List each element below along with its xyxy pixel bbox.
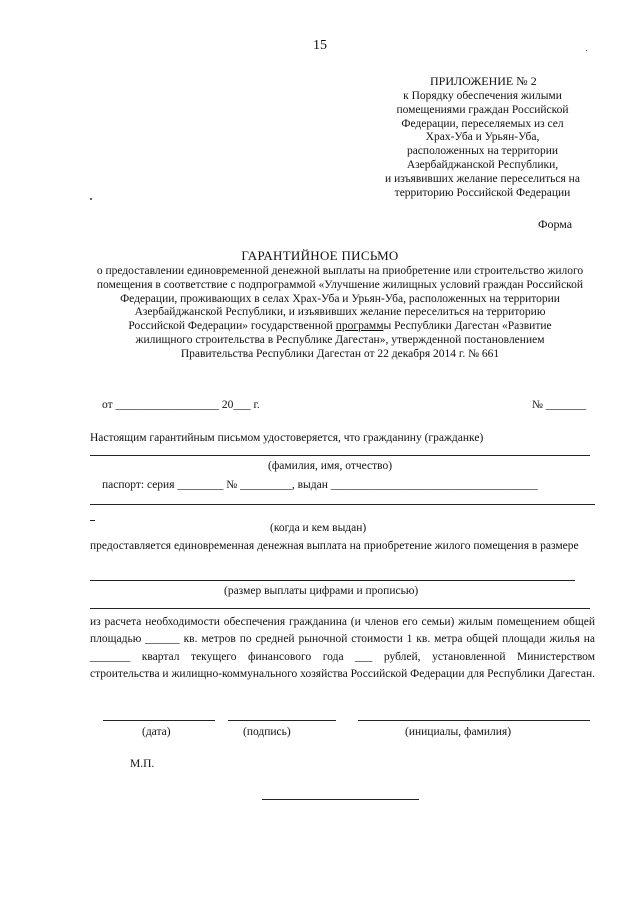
passport-field[interactable]: паспорт: серия ________ № _________, выдан ____________________________________ — [102, 479, 538, 491]
subject-line: о предоставлении единовременной денежной выплаты на приобретение или строительство жилого — [96, 265, 584, 277]
subject-line: Азербайджанской Республики, и изъявивших желание переселиться на территорию — [134, 306, 546, 319]
bottom-line — [262, 799, 419, 800]
form-label: Форма — [538, 217, 573, 231]
amount-fill-line[interactable] — [90, 580, 575, 581]
subject-line: помещения в соответствие с подпрограммой «Улучшение жилищных условий граждан Российской — [96, 278, 584, 291]
number-field[interactable]: № _______ — [532, 399, 587, 411]
short-dash — [90, 520, 95, 521]
signature-caption: (подпись) — [243, 726, 291, 738]
appendix-line: к Порядку обеспечения жилыми — [403, 90, 562, 102]
fio-caption: (фамилия, имя, отчество) — [268, 460, 393, 472]
subject-text: ы Республики Дагестан «Развитие — [383, 320, 552, 333]
date-caption: (дата) — [142, 726, 171, 738]
appendix-text — [360, 90, 605, 200]
appendix-line: помещениями граждан Российской — [396, 103, 569, 116]
name-caption: (инициалы, фамилия) — [405, 726, 512, 738]
scan-speck — [90, 198, 92, 200]
stamp-place: М.П. — [130, 758, 155, 770]
appendix-line: Федерации, переселяемых из сел — [401, 117, 564, 130]
subject-line — [80, 320, 600, 334]
date-field[interactable]: от __________________ 20___ г. — [102, 399, 260, 411]
appendix-title: ПРИЛОЖЕНИЕ № 2 — [430, 74, 537, 88]
amount-continuation-line[interactable] — [90, 608, 590, 609]
document-subject — [80, 265, 600, 362]
payment-paragraph: предоставляется единовременная денежная выплата на приобретение жилого помещения в размере — [90, 540, 579, 552]
page-number: 15 — [313, 38, 327, 53]
subject-text: Российской Федерации» государственной — [128, 320, 336, 333]
subject-line: жилищного строительства в Республике Дагестан», утвержденной постановлением — [135, 333, 545, 346]
subject-underlined-text: программ — [335, 320, 384, 333]
appendix-line: и изъявивших желание переселиться на — [385, 172, 580, 185]
fio-fill-line[interactable] — [90, 455, 590, 456]
appendix-line: территорию Российской Федерации — [394, 186, 571, 199]
appendix-line: Азербайджанской Республики, — [406, 158, 559, 171]
calculation-paragraph: из расчета необходимости обеспечения гражданина (и членов его семьи) жилым помещением общей площадью ______ кв. метров по средней рыночной стоимости 1 кв. метра общей площади жилья на _______ квартал текущего финансового года ___ рублей, установленной Министерством строительства и жилищно-коммунального хозяйства Российской Федерации для Республики Дагестан. — [90, 616, 595, 680]
appendix-line: Храх-Уба и Урьян-Уба, — [425, 131, 540, 144]
subject-line: Федерации, проживающих в селах Храх-Уба и Урьян-Уба, расположенных на территории — [120, 292, 560, 305]
scan-speck — [586, 50, 587, 51]
subject-line: Правительства Республики Дагестан от 22 декабря 2014 г. № 661 — [180, 347, 500, 360]
amount-caption: (размер выплаты цифрами и прописью) — [224, 585, 419, 597]
document-title: ГАРАНТИЙНОЕ ПИСЬМО — [241, 248, 399, 263]
name-signature-line[interactable] — [358, 720, 590, 721]
issued-caption: (когда и кем выдан) — [270, 522, 367, 534]
signature-line[interactable] — [228, 720, 336, 721]
date-signature-line[interactable] — [103, 720, 215, 721]
passport-continuation-line[interactable] — [90, 504, 595, 505]
intro-text: Настоящим гарантийным письмом удостоверяется, что гражданину (гражданке) — [90, 432, 484, 444]
appendix-line: расположенных на территории — [406, 145, 559, 158]
